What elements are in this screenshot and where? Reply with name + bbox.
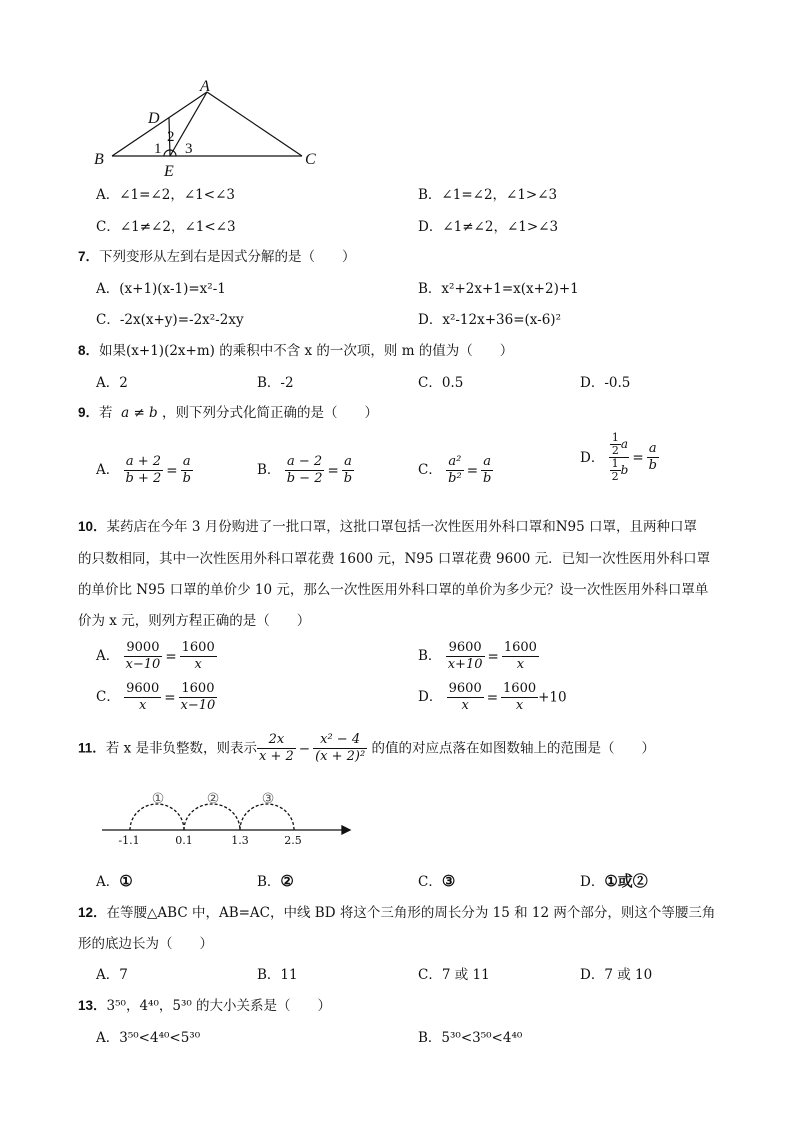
fraction: $\frac{\text{x² − 4}}{\text{(x + 2)²}}$ <box>315 732 366 764</box>
q8-option-c[interactable]: C．0.5 <box>418 375 464 391</box>
arc-label: ② <box>206 791 220 807</box>
label-e: E <box>164 163 174 180</box>
tick-label: 0.1 <box>175 834 193 847</box>
q11-stem: 11．若 x 是非负整数，则表示 $\frac{2x}{x + 2}$ − $\frac{\text{x² − 4}}{\text{(x + 2)²}}$ 的值的对应点落在如图数轴上的范围是（ ） <box>78 732 655 764</box>
q6-option-d[interactable]: D．∠1≠∠2，∠1>∠3 <box>418 219 559 235</box>
q11-option-c[interactable]: C．③ <box>418 872 456 890</box>
q12-option-a[interactable]: A．7 <box>96 967 128 983</box>
q7-option-d[interactable]: D．x²-12x+36=(x-6)² <box>418 312 561 328</box>
q7-stem: 7．下列变形从左到右是因式分解的是（ ） <box>78 249 356 265</box>
arc-label: ① <box>151 791 165 807</box>
q10-option-d[interactable]: D． $\frac{9600}{x}$ = $\frac{1600}{x}$ +10 <box>418 681 567 713</box>
q11-option-a[interactable]: A．① <box>96 872 133 890</box>
q13-stem: 13．3⁵⁰，4⁴⁰，5³⁰ 的大小关系是（ ） <box>78 998 332 1014</box>
number-line <box>98 786 354 850</box>
fraction: $\frac{a + 2}{b + 2}$ <box>125 454 162 486</box>
compound-fraction: $\frac{1}{2}$ a $\frac{1}{2}$ b <box>609 432 630 483</box>
q8-option-a[interactable]: A．2 <box>96 375 128 391</box>
fraction: $\frac{1600}{x}$ <box>503 681 537 713</box>
q11-option-d[interactable]: D．①或② <box>580 872 648 890</box>
triangle-figure <box>90 78 340 180</box>
fraction: $\frac{2x}{x + 2}$ <box>258 732 294 764</box>
fraction: $\frac{a}{b}$ <box>182 454 191 486</box>
q10-option-b[interactable]: B． $\frac{9600}{x+10}$ = $\frac{1600}{x}$ <box>418 640 537 672</box>
q12-option-c[interactable]: C．7 或 11 <box>418 967 490 983</box>
q9-option-b[interactable]: B． $\frac{a - 2}{b - 2}$ = $\frac{a}{b}$ <box>257 454 353 486</box>
tick-label: 2.5 <box>284 834 302 847</box>
fraction: $\frac{1600}{x}$ <box>181 640 215 672</box>
q10-option-c[interactable]: C． $\frac{9600}{x}$ = $\frac{1600}{x-10}$ <box>96 681 216 713</box>
tick-label: -1.1 <box>118 834 140 847</box>
q12-option-b[interactable]: B．11 <box>257 967 298 983</box>
q9-stem: 9．若 a ≠ b ，则下列分式化简正确的是（ ） <box>78 405 378 421</box>
label-b: B <box>94 151 104 168</box>
q9-option-c[interactable]: C． $\frac{\text{a²}}{\text{b²}}$ = $\frac{a}{b}$ <box>418 454 492 486</box>
q6-option-b[interactable]: B．∠1=∠2，∠1>∠3 <box>418 187 558 203</box>
fraction: $\frac{\text{a²}}{\text{b²}}$ <box>448 454 462 486</box>
label-c: C <box>305 151 316 168</box>
q7-option-b[interactable]: B．x²+2x+1=x(x+2)+1 <box>418 281 579 297</box>
q13-option-a[interactable]: A．3⁵⁰<4⁴⁰<5³⁰ <box>96 1030 201 1046</box>
q8-option-d[interactable]: D．-0.5 <box>580 375 631 391</box>
q12-option-d[interactable]: D．7 或 10 <box>580 967 653 983</box>
fraction: $\frac{1600}{x-10}$ <box>180 681 216 713</box>
q10-line-1: 10．某药店在今年 3 月份购进了一批口罩，这批口罩包括一次性医用外科口罩和N95 口罩，且两种口罩 <box>78 519 697 535</box>
q13-option-b[interactable]: B．5³⁰<3⁵⁰<4⁴⁰ <box>418 1030 523 1046</box>
q9-option-d[interactable]: D． $\frac{1}{2}$ a $\frac{1}{2}$ b = $\frac{a}{b}$ <box>580 431 657 483</box>
fraction: $\frac{9000}{x-10}$ <box>125 640 161 672</box>
angle-3: 3 <box>185 141 193 157</box>
angle-2: 2 <box>167 129 175 145</box>
q8-option-b[interactable]: B．-2 <box>257 375 294 391</box>
fraction: $\frac{1600}{x}$ <box>503 640 537 672</box>
q6-option-c[interactable]: C．∠1≠∠2，∠1<∠3 <box>96 219 236 235</box>
fraction: $\frac{a - 2}{b - 2}$ <box>286 454 323 486</box>
label-d: D <box>148 110 160 127</box>
q11-option-b[interactable]: B．② <box>257 872 294 890</box>
q10-line-4: 价为 x 元，则列方程正确的是（ ） <box>78 613 311 629</box>
fraction: $\frac{a}{b}$ <box>483 454 492 486</box>
fraction: $\frac{9600}{x+10}$ <box>447 640 483 672</box>
q9-option-a[interactable]: A． $\frac{a + 2}{b + 2}$ = $\frac{a}{b}$ <box>96 454 191 486</box>
q10-option-a[interactable]: A． $\frac{9000}{x-10}$ = $\frac{1600}{x}$ <box>96 640 215 672</box>
q6-option-a[interactable]: A．∠1=∠2，∠1<∠3 <box>96 187 235 203</box>
label-a: A <box>200 78 210 95</box>
arc-label: ③ <box>261 791 275 807</box>
q8-stem: 8．如果(x+1)(2x+m) 的乘积中不含 x 的一次项，则 m 的值为（ ） <box>78 343 514 359</box>
tick-label: 1.3 <box>231 834 249 847</box>
q10-line-3: 的单价比 N95 口罩的单价少 10 元，那么一次性医用外科口罩的单价为多少元？设一次性医用外科口罩单 <box>78 582 709 598</box>
q7-option-c[interactable]: C．-2x(x+y)=-2x²-2xy <box>96 312 244 328</box>
fraction: $\frac{9600}{x}$ <box>448 681 482 713</box>
angle-1: 1 <box>154 141 162 157</box>
fraction: $\frac{9600}{x}$ <box>126 681 160 713</box>
q10-line-2: 的只数相同，其中一次性医用外科口罩花费 1600 元，N95 口罩花费 9600 元．已知一次性医用外科口罩 <box>78 551 711 567</box>
q7-option-a[interactable]: A．(x+1)(x-1)=x²-1 <box>96 281 226 297</box>
q12-line-2: 形的底边长为（ ） <box>78 936 213 952</box>
fraction: $\frac{a}{b}$ <box>343 454 353 486</box>
q12-line-1: 12．在等腰△ABC 中，AB=AC，中线 BD 将这个三角形的周长分为 15 和 12 两个部分，则这个等腰三角 <box>78 905 716 921</box>
fraction: $\frac{a}{b}$ <box>648 441 657 473</box>
